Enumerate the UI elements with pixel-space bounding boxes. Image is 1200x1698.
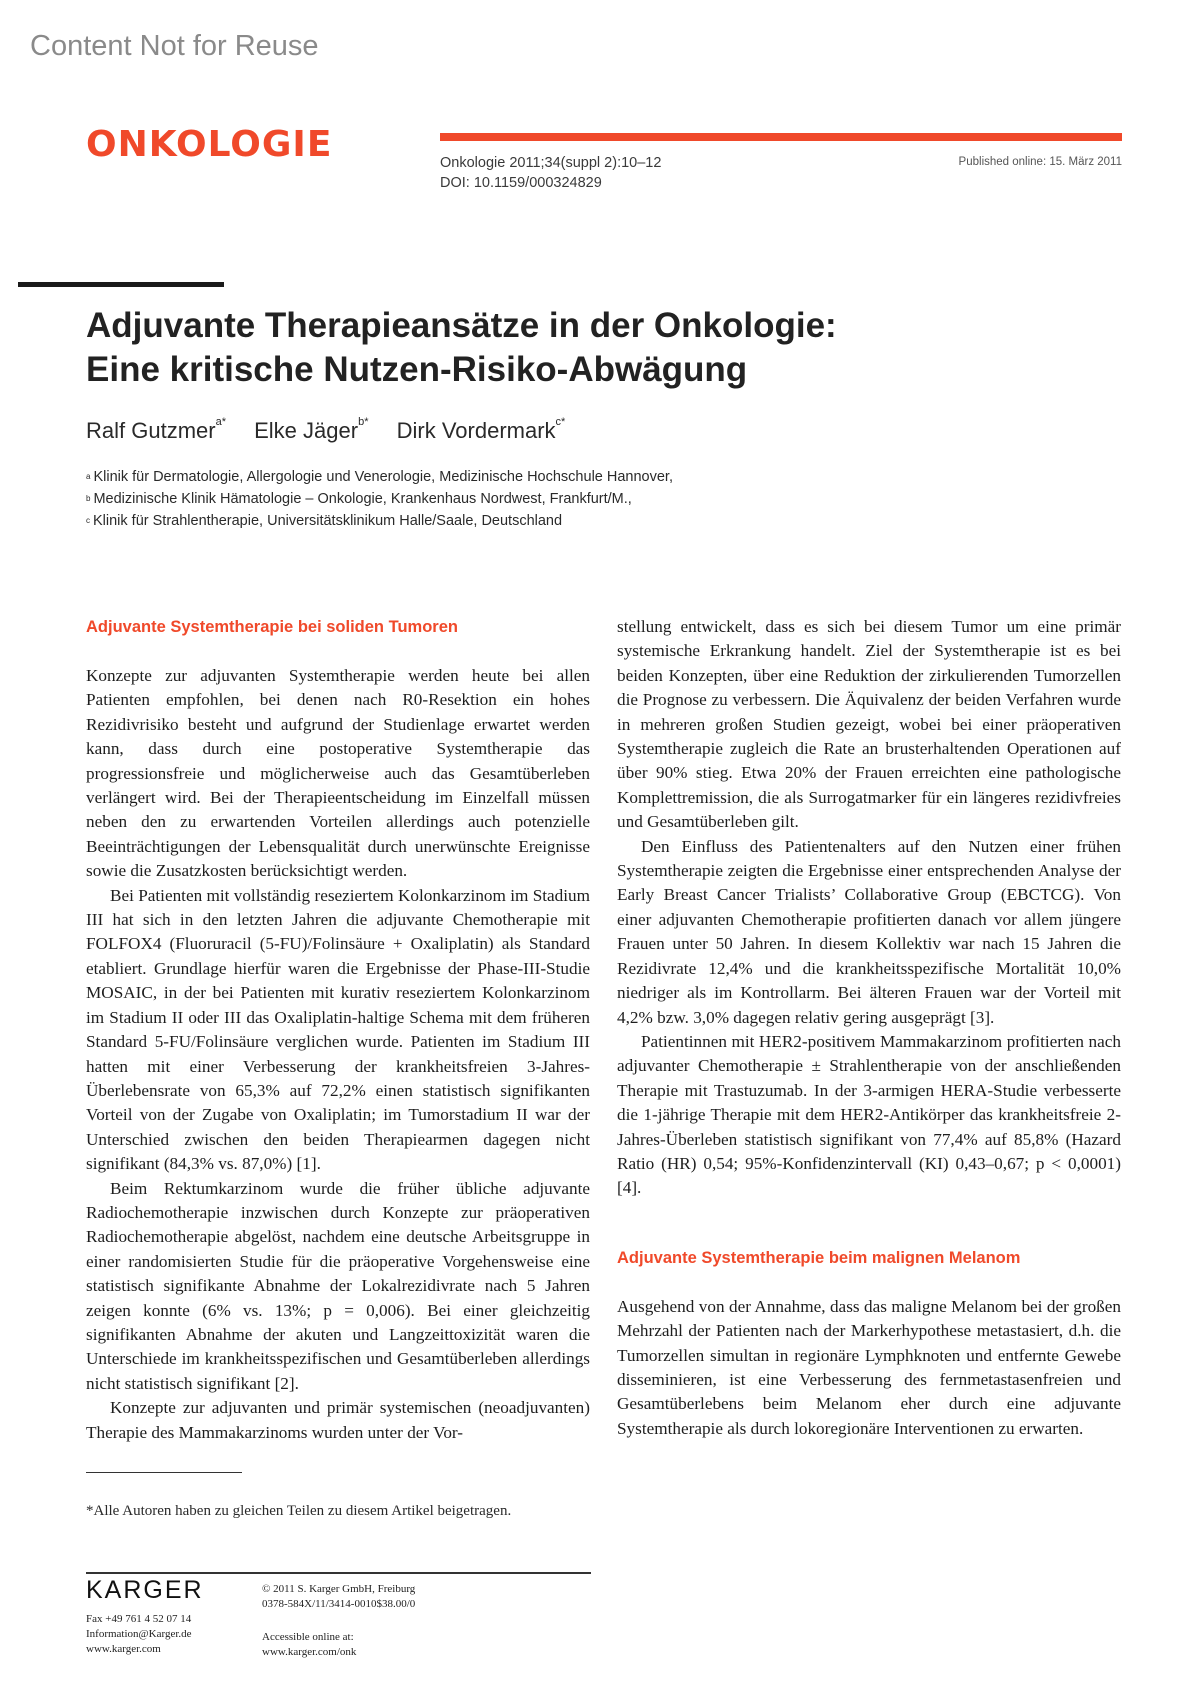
header-rule xyxy=(440,133,1122,141)
title-line-2: Eine kritische Nutzen-Risiko-Abwägung xyxy=(86,350,748,389)
journal-logo: ONKOLOGIE xyxy=(86,124,333,165)
journal-reference xyxy=(440,153,661,193)
watermark: Content Not for Reuse xyxy=(30,30,319,62)
article-title xyxy=(86,304,1086,392)
title-rule xyxy=(18,282,224,287)
body-paragraph: Ausgehend von der Annahme, dass das maligne Melanom bei der großen Mehrzahl der Patienten nach der Markerhypothese metastasiert, d.h. die Tumorzellen simultan in regionäre Lymphknoten und entfernte Gewebe disseminieren, ist eine Verbesserung des fernmetastasenfreien und Gesamtüberlebens beim Melanom eher durch eine adjuvante Systemtherapie als durch lokoregionäre Interventionen zu erwarten. xyxy=(617,1296,1121,1438)
body-column-right xyxy=(617,615,1121,1441)
footnote: *Alle Autoren haben zu gleichen Teilen zu diesem Artikel beigetragen. xyxy=(86,1503,512,1519)
publisher-contact xyxy=(86,1612,192,1657)
footnote-rule xyxy=(86,1472,242,1473)
section-heading: Adjuvante Systemtherapie bei soliden Tumoren xyxy=(86,618,458,636)
email-link[interactable]: Information@Karger.de xyxy=(86,1628,192,1640)
affiliation: $^b$ Medizinische Klinik Hämatologie – Onkologie, Krankenhaus Nordwest, Frankfurt/M., xyxy=(86,491,632,507)
affiliation: $^a$ Klinik für Dermatologie, Allergologie und Venerologie, Medizinische Hochschule Hannover, xyxy=(86,469,673,485)
copyright-block xyxy=(262,1582,415,1612)
accessible-url[interactable]: www.karger.com/onk xyxy=(262,1646,357,1658)
accessible-label: Accessible online at: xyxy=(262,1631,354,1643)
journal-citation: Onkologie 2011;34(suppl 2):10–12 xyxy=(440,155,662,171)
published-date: Published online: 15. März 2011 xyxy=(958,156,1122,168)
publisher-logo: KARGER xyxy=(86,1576,204,1604)
website-link[interactable]: www.karger.com xyxy=(86,1643,161,1655)
author: Ralf Gutzmer$^{a*}$ xyxy=(86,416,226,443)
doi[interactable]: DOI: 10.1159/000324829 xyxy=(440,175,602,191)
title-line-1: Adjuvante Therapieansätze in der Onkologie: xyxy=(86,306,837,345)
fax-number: Fax +49 761 4 52 07 14 xyxy=(86,1613,192,1625)
online-access xyxy=(262,1630,356,1660)
body-paragraph: Konzepte zur adjuvanten Systemtherapie werden heute bei allen Patienten empfohlen, bei denen nach R0-Resektion ein hohes Rezidivrisiko besteht und aufgrund der Studienlage erwartet werden kann, dass durch eine postoperative Systemtherapie das progressionsfreie und möglicherweise auch das Gesamtüberleben verlängert wird. Bei der Therapieentscheidung im Einzelfall müssen neben den zu erwartenden Vorteilen allerdings auch potenzielle Beeinträchtigungen der Lebensqualität durch unerwünschte Ereignisse sowie die Zusatzkosten berücksichtigt werden. xyxy=(86,666,590,881)
body-paragraph: stellung entwickelt, dass es sich bei diesem Tumor um eine primär systemische Erkrankung handelt. Ziel der Systemtherapie ist es bei beiden Konzepten, über eine Reduktion der zirkulierenden Tumorzellen die Prognose zu verbessern. Die Äquivalenz der beiden Verfahren wurde in mehreren großen Studien gezeigt, wobei bei einer präoperativen Systemtherapie zugleich die Rate an brusterhaltenden Operationen auf über 90% stieg. Etwa 20% der Frauen erreichten eine pathologische Komplettremission, die als Surrogatmarker für ein längeres rezidivfreies und Gesamtüberleben gilt. xyxy=(617,617,1121,832)
body-paragraph: Beim Rektumkarzinom wurde die früher übliche adjuvante Radiochemotherapie inzwischen durch Konzepte zur präoperativen Radiochemotherapie abgelöst, nachdem eine deutsche Arbeitsgruppe in einer randomisierten Studie für die präoperative Vorgehensweise eine statistisch signifikante Abnahme der Lokalrezidivrate nach 5 Jahren zeigen konnte (6% vs. 13%; p = 0,006). Bei einer gleichzeitig signifikanten Abnahme der akuten und Langzeittoxizität waren die Unterschiede im krankheitsspezifischen und Gesamtüberleben allerdings nicht statistisch signifikant [2]. xyxy=(86,1178,590,1393)
section-heading: Adjuvante Systemtherapie beim malignen Melanom xyxy=(617,1248,1021,1267)
footer-rule xyxy=(86,1572,591,1574)
author: Dirk Vordermark$^{c*}$ xyxy=(396,416,566,443)
author: Elke Jäger$^{b*}$ xyxy=(254,416,369,443)
body-paragraph: Patientinnen mit HER2-positivem Mammakarzinom profitierten nach adjuvanter Chemotherapie ± Strahlentherapie von der anschließenden Therapie mit Trastuzumab. In der 3-armigen HERA-Studie verbesserte die 1-jährige Therapie mit dem HER2-Antikörper das krankheitsfreie 2-Jahres-Überleben statistisch signifikant von 77,4% auf 85,8% (Hazard Ratio (HR) 0,54; 95%-Konfidenzintervall (KI) 0,43–0,67; p < 0,0001) [4]. xyxy=(617,1031,1121,1198)
author-list xyxy=(86,418,587,444)
copyright: © 2011 S. Karger GmbH, Freiburg xyxy=(262,1583,416,1595)
affiliations xyxy=(86,466,673,532)
body-paragraph: Den Einfluss des Patientenalters auf den Nutzen einer frühen Systemtherapie zeigten die Ergebnisse einer entsprechenden Analyse der Early Breast Cancer Trialists’ Collaborative Group (EBCTCG). Von einer adjuvanten Chemotherapie profitierten danach vor allem jüngere Frauen unter 50 Jahren. In diesem Kollektiv war nach 15 Jahren die Rezidivrate 12,4% und die krankheitsspezifische Mortalität 10,0% niedriger als im Kontrollarm. Bei älteren Frauen war der Vorteil mit 4,2% bzw. 3,0% dagegen relativ gering ausgeprägt [3]. xyxy=(617,836,1121,1027)
body-paragraph: Bei Patienten mit vollständig reseziertem Kolonkarzinom im Stadium III hat sich in den letzten Jahren die adjuvante Chemotherapie mit FOLFOX4 (Fluoruracil (5-FU)/Folinsäure + Oxaliplatin) als Standard etabliert. Grundlage hierfür waren die Ergebnisse der Phase-III-Studie MOSAIC, in der bei Patienten mit kurativ reseziertem Kolonkarzinom im Stadium II oder III das Oxaliplatin-haltige Schema mit dem früheren Standard 5-FU/Folinsäure verglichen wurde. Patienten im Stadium III hatten mit einer Verbesserung der krankheitsfreien 3-Jahres-Überlebensrate von 65,3% auf 72,2% einen statistisch signifikanten Vorteil von der Zugabe von Oxaliplatin; im Tumorstadium II war der Unterschied zwischen den beiden Therapiearmen dagegen nicht signifikant (84,3% vs. 87,0%) [1]. xyxy=(86,885,590,1174)
body-paragraph: Konzepte zur adjuvanten und primär systemischen (neoadjuvanten) Therapie des Mammakarzinoms wurden unter der Vor- xyxy=(86,1398,590,1442)
body-column-left xyxy=(86,615,590,1445)
affiliation: $^c$ Klinik für Strahlentherapie, Universitätsklinikum Halle/Saale, Deutschland xyxy=(86,513,563,529)
issn: 0378-584X/11/3414-0010$38.00/0 xyxy=(262,1598,416,1610)
